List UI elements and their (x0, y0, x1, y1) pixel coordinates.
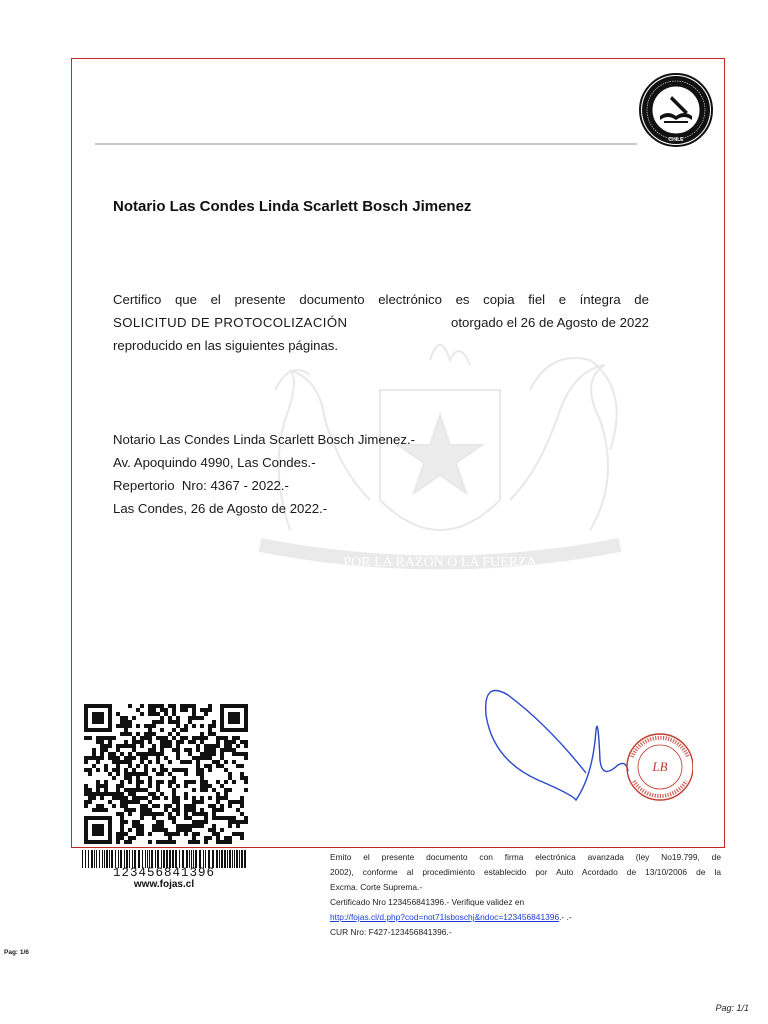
cert-word: presente (234, 292, 286, 307)
seal-text: CHILE (668, 137, 684, 143)
certification-line-2 (113, 311, 649, 334)
verification-link[interactable]: http://fojas.cl/d.php?cod=not71lsboschj&ndoc=123456841396 (330, 912, 560, 922)
cert-word: electrónico (378, 292, 442, 307)
barcode-number: 123456841396 (112, 866, 215, 880)
notary-seal-logo (638, 72, 714, 148)
notary-details (113, 428, 415, 520)
stamp-initials: LB (652, 759, 668, 774)
place-and-date: Las Condes, 26 de Agosto de 2022.- (113, 501, 328, 516)
cert-word: fiel (528, 292, 546, 307)
certification-paragraph (113, 288, 649, 357)
cert-word: íntegra (579, 292, 621, 307)
link-suffix: .- .- (559, 912, 572, 922)
notary-line: Notario Las Condes Linda Scarlett Bosch Jimenez.- (113, 432, 415, 447)
header-divider (95, 143, 637, 145)
document-type: SOLICITUD DE PROTOCOLIZACIÓN (113, 315, 348, 330)
emit-line-3: Excma. Corte Suprema.- (330, 882, 423, 892)
page-indicator-right: Pag: 1/1 (715, 1003, 749, 1013)
handwritten-signature (486, 691, 628, 801)
cert-word: de (634, 292, 649, 307)
certification-line-3: reproducido en las siguientes páginas. (113, 338, 339, 353)
cert-word: copia (483, 292, 515, 307)
fojas-website: www.fojas.cl (133, 879, 195, 890)
certificate-number-line: Certificado Nro 123456841396.- Verifique validez en (330, 897, 525, 907)
emit-line-1: Emito el presente documento con firma electrónica avanzada (ley No19.799, de (330, 852, 721, 862)
electronic-signature-notice (330, 850, 721, 940)
certification-line-1 (113, 288, 649, 311)
verification-link-line (330, 910, 721, 925)
notary-address: Av. Apoquindo 4990, Las Condes.- (113, 455, 316, 470)
cert-word: documento (299, 292, 365, 307)
notary-stamp (627, 734, 693, 800)
qr-code[interactable] (84, 704, 248, 844)
repertorio-number: Repertorio Nro: 4367 - 2022.- (113, 478, 289, 493)
cert-word: Certifico (113, 292, 162, 307)
notary-title: Notario Las Condes Linda Scarlett Bosch Jimenez (113, 198, 472, 215)
cert-word: el (210, 292, 221, 307)
page-indicator-left: Pag: 1/6 (4, 949, 29, 956)
cert-word: es (455, 292, 470, 307)
cert-word: e (558, 292, 567, 307)
signature-with-stamp (478, 685, 693, 820)
cur-number: CUR Nro: F427-123456841396.- (330, 927, 452, 937)
watermark-motto: POR LA RAZON O LA FUERZA (343, 555, 537, 570)
cert-word: que (174, 292, 197, 307)
granted-date: otorgado el 26 de Agosto de 2022 (451, 315, 649, 330)
emit-line-2: 2002), conforme al procedimiento establecido por Auto Acordado de 13/10/2006 de la (330, 867, 721, 877)
